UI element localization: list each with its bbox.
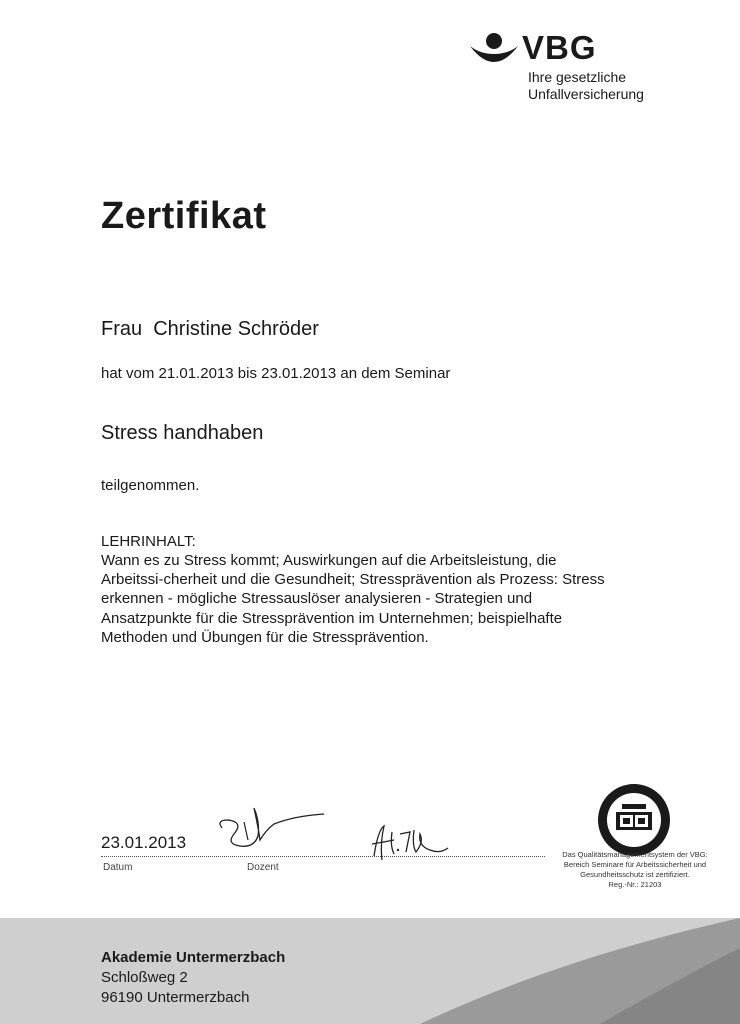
logo-wordmark: VBG [522,29,597,66]
cert-note-line3: Gesundheitsschutz ist zertifiziert. [580,870,690,879]
recipient-name: Frau Christine Schröder [101,318,319,340]
seminar-name: Stress handhaben [101,422,264,444]
second-signature [370,820,480,865]
footer-band [0,918,740,1024]
logo-subtitle-line1: Ihre gesetzliche [528,69,627,85]
logo-subtitle [528,69,644,103]
content-text: Wann es zu Stress kommt; Auswirkungen auf die Arbeitsleistung, die Arbeitssi-cherheit und die Gesundheit; Stressprävention als Prozess: Stress erkennen - mögliche Stressauslöser analysieren - Strategien und Ansatzpunkte für die Stressprävention im Unternehmen; beispielhafte Methoden und Übungen für die Stressprävention. [101,552,605,646]
participated-text: teilgenommen. [101,477,200,494]
vbg-emblem-icon [468,32,520,72]
certification-note [556,850,714,890]
footer-address [101,948,285,1008]
period-line: hat vom 21.01.2013 bis 23.01.2013 an dem Seminar [101,365,451,382]
content-label: LEHRINHALT: [101,533,196,550]
issue-date: 23.01.2013 [101,833,187,852]
signature-line [101,856,545,857]
lecturer-signature [214,800,334,860]
certification-seal-icon [596,782,672,858]
logo-subtitle-line2: Unfallversicherung [528,86,644,102]
cert-note-line4: Reg.-Nr.: 21203 [608,880,662,889]
footer-street: Schloßweg 2 [101,969,188,986]
cert-note-line2: Bereich Seminare für Arbeitssicherheit und [563,860,707,869]
footer-city: 96190 Untermerzbach [101,989,250,1006]
cert-note-line1: Das Qualitätsmanagementsystem der VBG: [562,850,708,859]
lecturer-label: Dozent [247,862,279,873]
footer-org: Akademie Untermerzbach [101,949,286,966]
certificate-title: Zertifikat [101,195,267,237]
vbg-logo [468,28,668,108]
date-label: Datum [103,862,133,873]
